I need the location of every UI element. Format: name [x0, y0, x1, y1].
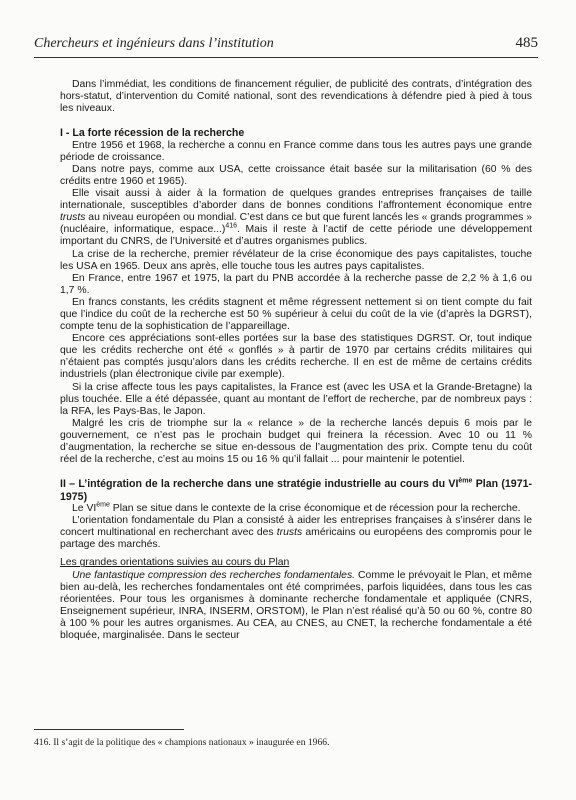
- page-number: 485: [515, 35, 538, 51]
- footnote-rule: [34, 729, 184, 730]
- section-2-heading: II – L’intégration de la recherche dans une stratégie industrielle au cours du VIème Plan (1971-1975): [60, 477, 533, 503]
- header-rule: [34, 57, 538, 58]
- section-1-paragraph-9: Malgré les cris de triomphe sur la « relance » de la recherche lancés depuis 6 mois par le gouvernement, ce n’est pas le prochain budget qui freinera la récession. Avec 10 ou 11 % d’augmentation, la recherche se situe en-dessous de l’augmentation des prix. Compte tenu du coût réel de la recherche, c’est au moins 15 ou 16 % qu’il fallait ... pour maintenir le potentiel.: [60, 417, 532, 466]
- section-2-subheading: Les grandes orientations suivies au cours du Plan: [60, 557, 290, 569]
- section-1-paragraph-5: En France, entre 1967 et 1975, la part du PNB accordée à la recherche passe de 2,2 % à 1,6 ou 1,7 %.: [60, 272, 532, 296]
- section-1-paragraph-3: Elle visait aussi à aider à la formation de quelques grandes entreprises françaises de taille internationale, susceptibles d’aborder dans de bonnes conditions l’affrontement économique entre trusts au niveau européen ou mondial. C’est dans ce but que furent lancés les « grands programmes » (nucléaire, informatique, espace...)$^{416}$. Mais il reste à l’actif de cette période une développement important du CNRS, de l’Université et d’autres organismes publics.: [60, 188, 532, 248]
- footnote-ref-416: 416: [225, 222, 238, 230]
- section-2-paragraph-2: L’orientation fondamentale du Plan a consisté à aider les entreprises françaises à s’insérer dans le concert multinational en recherchant avec des trusts américains ou européens des compromis pour le partage des marchés.: [60, 515, 532, 551]
- main-text: [60, 79, 532, 642]
- section-2-paragraph-3: Une fantastique compression des recherches fondamentales. Comme le prévoyait le Plan, et même bien au-delà, les recherches fondamentales ont été comprimées, parfois liquidées, dans tous les cas réorientées. Pour tous les organismes à dominante recherche fondamentale et appliquée (CNRS, Enseignement supérieur, INRA, INSERM, ORSTOM), le Plan n’est réalisé qu’à 50 ou 60 %, contre 80 à 100 % pour les autres organismes. Au CEA, au CNES, au CNET, la recherche fondamentale a été bloquée, marginalisée. Dans le secteur: [60, 569, 532, 641]
- footnote-416: 416. Il s’agit de la politique des « champions nationaux » inaugurée en 1966.: [34, 737, 330, 748]
- section-1-paragraph-8: Si la crise affecte tous les pays capitalistes, la France est (avec les USA et la Grande-Bretagne) la plus touchée. Elle a été dépassée, quant au montant de l’effort de recherche, par de nombreux pays : la RFA, les Pays-Bas, le Japon.: [60, 381, 532, 417]
- section-1-paragraph-4: La crise de la recherche, premier révélateur de la crise économique des pays capitalistes, touche les USA en 1965. Deux ans après, elle touche tous les autres pays capitalistes.: [60, 248, 532, 272]
- section-1-paragraph-2: Dans notre pays, comme aux USA, cette croissance était basée sur la militarisation (60 % des crédits entre 1960 et 1965).: [60, 163, 532, 187]
- section-1-paragraph-6: En francs constants, les crédits stagnent et même régressent nettement si on tient compte du fait que l’indice du coût de la recherche est 50 % supérieur à celui du coût de la vie (d’après la DGRST), compte tenu de la sophistication de l’appareillage.: [60, 296, 532, 333]
- intro-paragraph: Dans l’immédiat, les conditions de financement régulier, de publicité des contrats, d’intégration des hors-statut, d’intervention du Comité national, sont des revendications à défendre pied à pied à tous les niveaux.: [60, 79, 532, 115]
- section-1-paragraph-7: Encore ces appréciations sont-elles portées sur la base des statistiques DGRST. Or, tout indique que les crédits recherche ont été « gonflés » à partir de 1970 par certains crédits militaires qui n’étaient pas comptés jusqu’alors dans les crédits recherche. Il en est de même de certains crédits industriels (plan électronique civile par exemple).: [60, 333, 532, 381]
- section-1-heading: I - La forte récession de la recherche: [60, 127, 245, 140]
- running-title: Chercheurs et ingénieurs dans l’institution: [34, 36, 274, 51]
- section-1-paragraph-1: Entre 1956 et 1968, la recherche a connu en France comme dans tous les autres pays une grande période de croissance.: [60, 139, 532, 163]
- section-2-paragraph-1: Le VIème Plan se situe dans le contexte de la crise économique et de récession pour la recherche.: [72, 501, 521, 515]
